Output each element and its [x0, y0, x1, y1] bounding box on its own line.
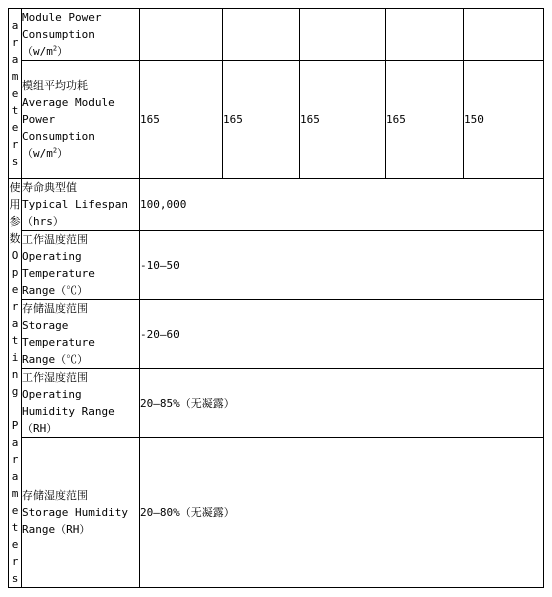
side-label-char: e: [11, 87, 19, 100]
side-label-char: r: [11, 300, 19, 313]
value-cell: 150: [464, 61, 544, 179]
table-row-avg-power: [9, 61, 544, 179]
table-row-op-temp: [9, 231, 544, 300]
label-storage-temp: 存储温度范围 Storage Temperature Range（℃）: [22, 300, 140, 369]
side-label-char: t: [11, 104, 19, 117]
table-row-storage-humidity: [9, 438, 544, 588]
side-label-char: r: [11, 453, 19, 466]
side-label-char: m: [11, 487, 19, 500]
side-label-char: a: [11, 317, 19, 330]
side-label-char: P: [11, 419, 19, 432]
label-module-power: Module Power Consumption $(w/m^2)$: [22, 9, 140, 61]
label-lifespan: 寿命典型值 Typical Lifespan （hrs）: [22, 179, 140, 231]
section-side-label-operating-parameters: [9, 179, 22, 588]
side-label-char: e: [11, 538, 19, 551]
side-label-char: 数: [9, 232, 21, 245]
label-storage-humidity: 存储湿度范围 Storage Humidity Range（RH）: [22, 438, 140, 588]
value-cell: 165: [223, 61, 300, 179]
side-label-char: r: [11, 555, 19, 568]
cell-empty: [300, 9, 386, 61]
label-avg-power: 模组平均功耗 Average Module Power Consumption $(w/m^2)$: [22, 61, 140, 179]
side-label-char: m: [11, 70, 19, 83]
value-lifespan: 100,000: [140, 179, 544, 231]
value-cell: 165: [386, 61, 464, 179]
value-cell: 165: [300, 61, 386, 179]
value-storage-temp: -20—60: [140, 300, 544, 369]
side-label-char: 参: [9, 215, 21, 228]
side-label-char: i: [11, 351, 19, 364]
side-label-char: a: [11, 470, 19, 483]
cell-empty: [386, 9, 464, 61]
value-storage-humidity: 20—80%（无凝露）: [140, 438, 544, 588]
side-label-char: [9, 400, 21, 417]
side-label-char: 使: [9, 181, 21, 194]
side-label-char: e: [11, 283, 19, 296]
table-row-module-power: [9, 9, 544, 61]
side-label-char: r: [11, 36, 19, 49]
side-label-char: t: [11, 334, 19, 347]
side-label-char: e: [11, 121, 19, 134]
side-label-char: O: [11, 249, 19, 262]
cell-empty: [464, 9, 544, 61]
cell-empty: [140, 9, 223, 61]
table-row-storage-temp: [9, 300, 544, 369]
side-label-char: s: [11, 155, 19, 168]
side-label-char: p: [11, 266, 19, 279]
side-label-char: a: [11, 53, 19, 66]
table-row-lifespan: [9, 179, 544, 231]
table-row-op-humidity: [9, 369, 544, 438]
side-label-char: g: [11, 385, 19, 398]
spec-page: [8, 8, 544, 588]
section-side-label-parameters: [9, 9, 22, 179]
side-label-char: a: [11, 436, 19, 449]
value-op-humidity: 20—85%（无凝露）: [140, 369, 544, 438]
side-label-char: s: [11, 572, 19, 585]
side-label-char: r: [11, 138, 19, 151]
cell-empty: [223, 9, 300, 61]
specification-table: [8, 8, 544, 588]
label-op-humidity: 工作湿度范围 Operating Humidity Range （RH）: [22, 369, 140, 438]
label-op-temp: 工作温度范围 Operating Temperature Range（℃）: [22, 231, 140, 300]
side-label-char: 用: [9, 198, 21, 211]
value-op-temp: -10—50: [140, 231, 544, 300]
side-label-char: e: [11, 504, 19, 517]
side-label-char: a: [11, 19, 19, 32]
side-label-char: n: [11, 368, 19, 381]
side-label-char: t: [11, 521, 19, 534]
value-cell: 165: [140, 61, 223, 179]
